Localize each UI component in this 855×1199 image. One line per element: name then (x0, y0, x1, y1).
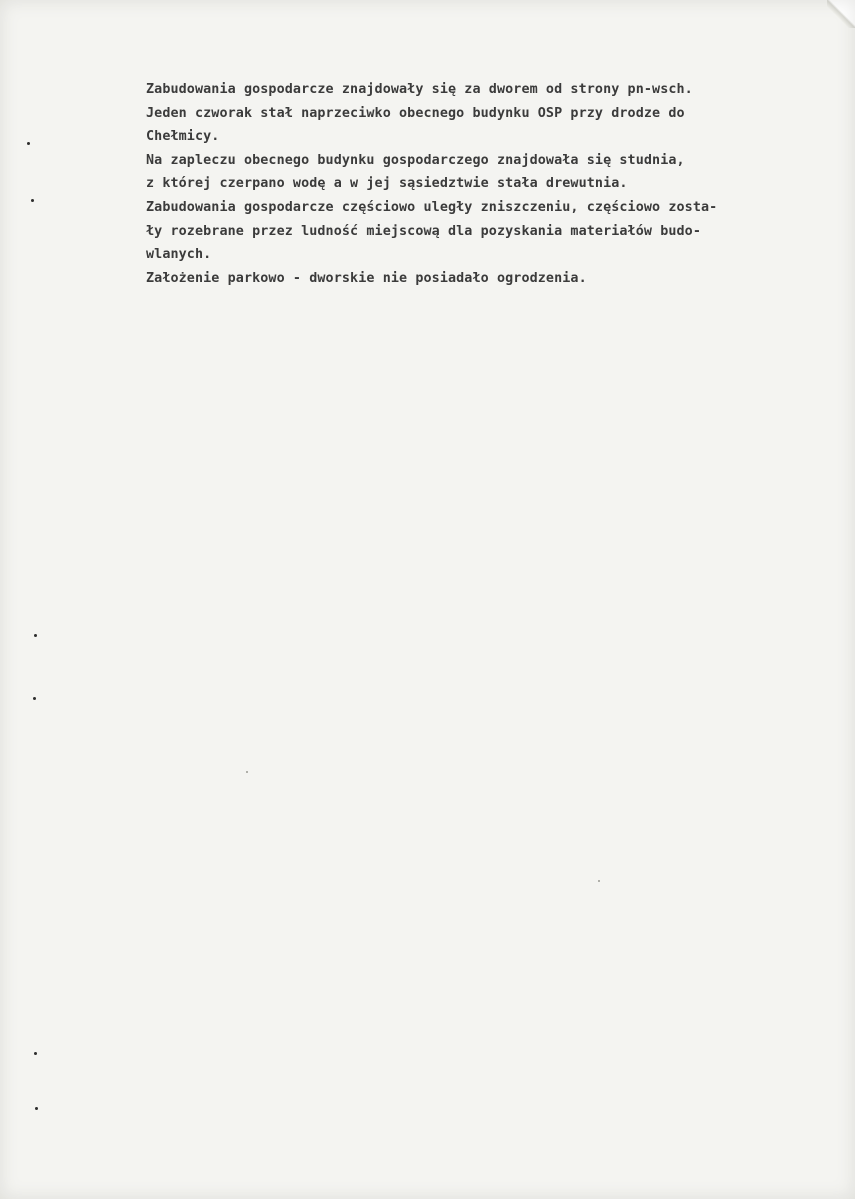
text-line-7: ły rozebrane przez ludność miejscową dla pozyskania materiałów budo- (146, 223, 702, 239)
typed-text-block (146, 78, 766, 290)
scan-speck (246, 771, 248, 773)
margin-mark (27, 142, 30, 145)
scan-speck (598, 880, 600, 882)
text-line-1: Zabudowania gospodarcze znajdowały się za dworem od strony pn-wsch. (146, 82, 693, 97)
text-line-3: Chełmicy. (146, 129, 220, 145)
text-line-2: Jeden czworak stał naprzeciwko obecnego budynku OSP przy drodze do (146, 105, 685, 121)
page-corner-fold (827, 0, 855, 28)
margin-mark (35, 1107, 38, 1110)
margin-mark (34, 1052, 37, 1055)
text-line-4: Na zapleczu obecnego budynku gospodarczego znajdowała się studnia, (146, 152, 685, 168)
text-line-5: z której czerpano wodę a w jej sąsiedztwie stała drewutnia. (146, 176, 628, 192)
text-line-9: Założenie parkowo - dworskie nie posiadało ogrodzenia. (146, 270, 587, 286)
margin-mark (34, 634, 37, 637)
text-line-8: wlanych. (146, 247, 212, 263)
margin-mark (31, 199, 34, 202)
margin-mark (33, 697, 36, 700)
text-line-6: Zabudowania gospodarcze częściowo uległy zniszczeniu, częściowo zosta- (146, 199, 718, 215)
